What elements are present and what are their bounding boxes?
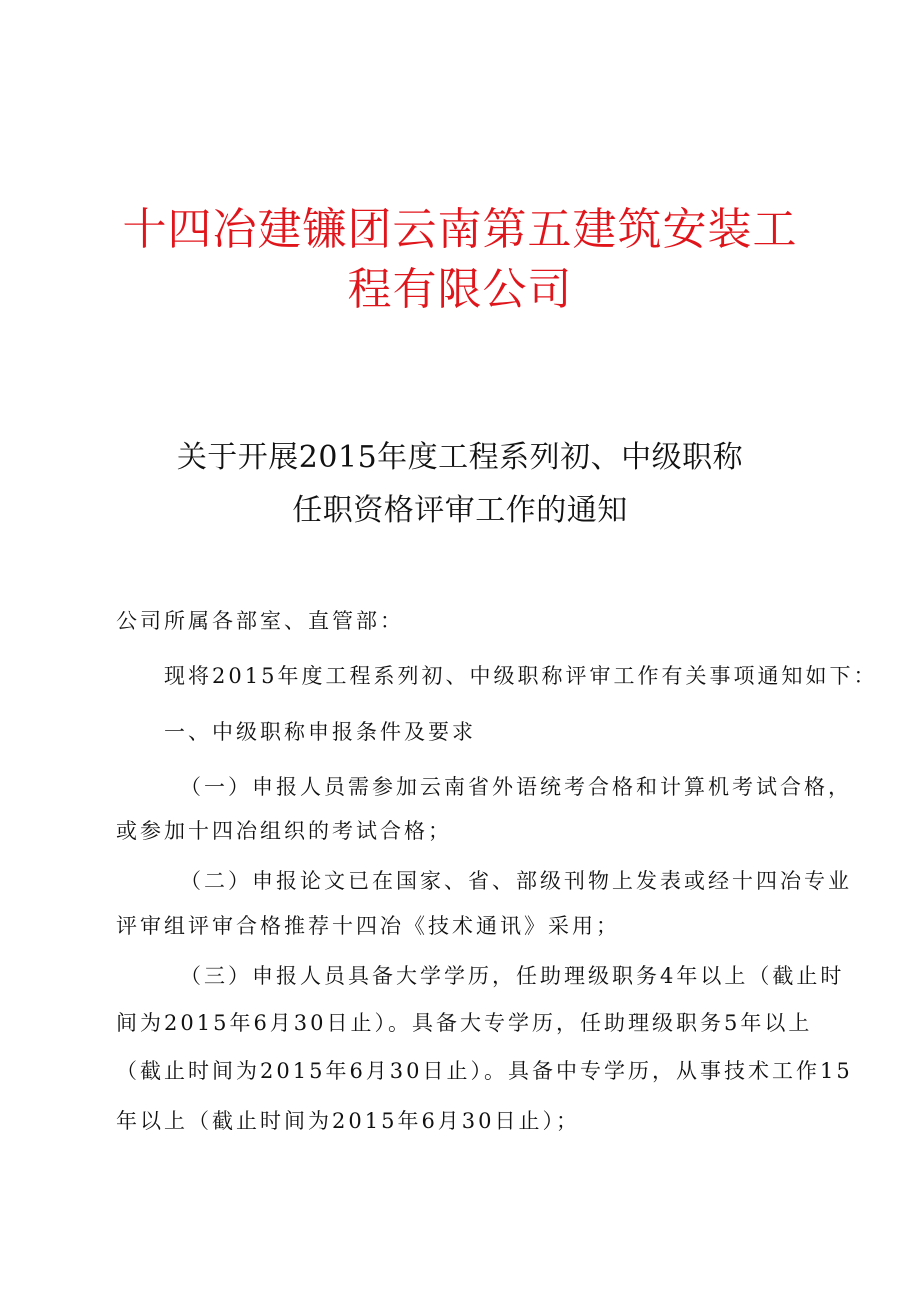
salutation: 公司所属各部室、直管部： <box>116 609 404 633</box>
item-3-line-2: 间为2015年6月30日止）。具备大专学历，任助理级职务5年以上 <box>116 1011 813 1035</box>
item-3-line-1: （三）申报人员具备大学学历，任助理级职务4年以上（截止时 <box>180 964 845 988</box>
item-3-line-4: 年以上（截止时间为2015年6月30日止）； <box>116 1109 581 1133</box>
organization-title-line-1: 十四冶建镰团云南第五建筑安装工 <box>122 204 798 255</box>
item-1-line-1: （一）申报人员需参加云南省外语统考合格和计算机考试合格， <box>180 775 852 799</box>
item-3-line-3: （截止时间为2015年6月30日止）。具备中专学历，从事技术工作15 <box>116 1059 853 1083</box>
notice-title-line-2: 任职资格评审工作的通知 <box>292 493 628 528</box>
item-1-line-2: 或参加十四冶组织的考试合格； <box>116 819 452 843</box>
intro-paragraph: 现将2015年度工程系列初、中级职称评审工作有关事项通知如下： <box>164 664 878 688</box>
item-2-line-1: （二）申报论文已在国家、省、部级刊物上发表或经十四冶专业 <box>180 869 852 893</box>
notice-title-line-1: 关于开展2015年度工程系列初、中级职称 <box>176 440 744 475</box>
organization-title-line-2: 程有限公司 <box>347 264 573 315</box>
item-2-line-2: 评审组评审合格推荐十四冶《技术通讯》采用； <box>116 914 620 938</box>
section-1-heading: 一、中级职称申报条件及要求 <box>164 720 476 744</box>
